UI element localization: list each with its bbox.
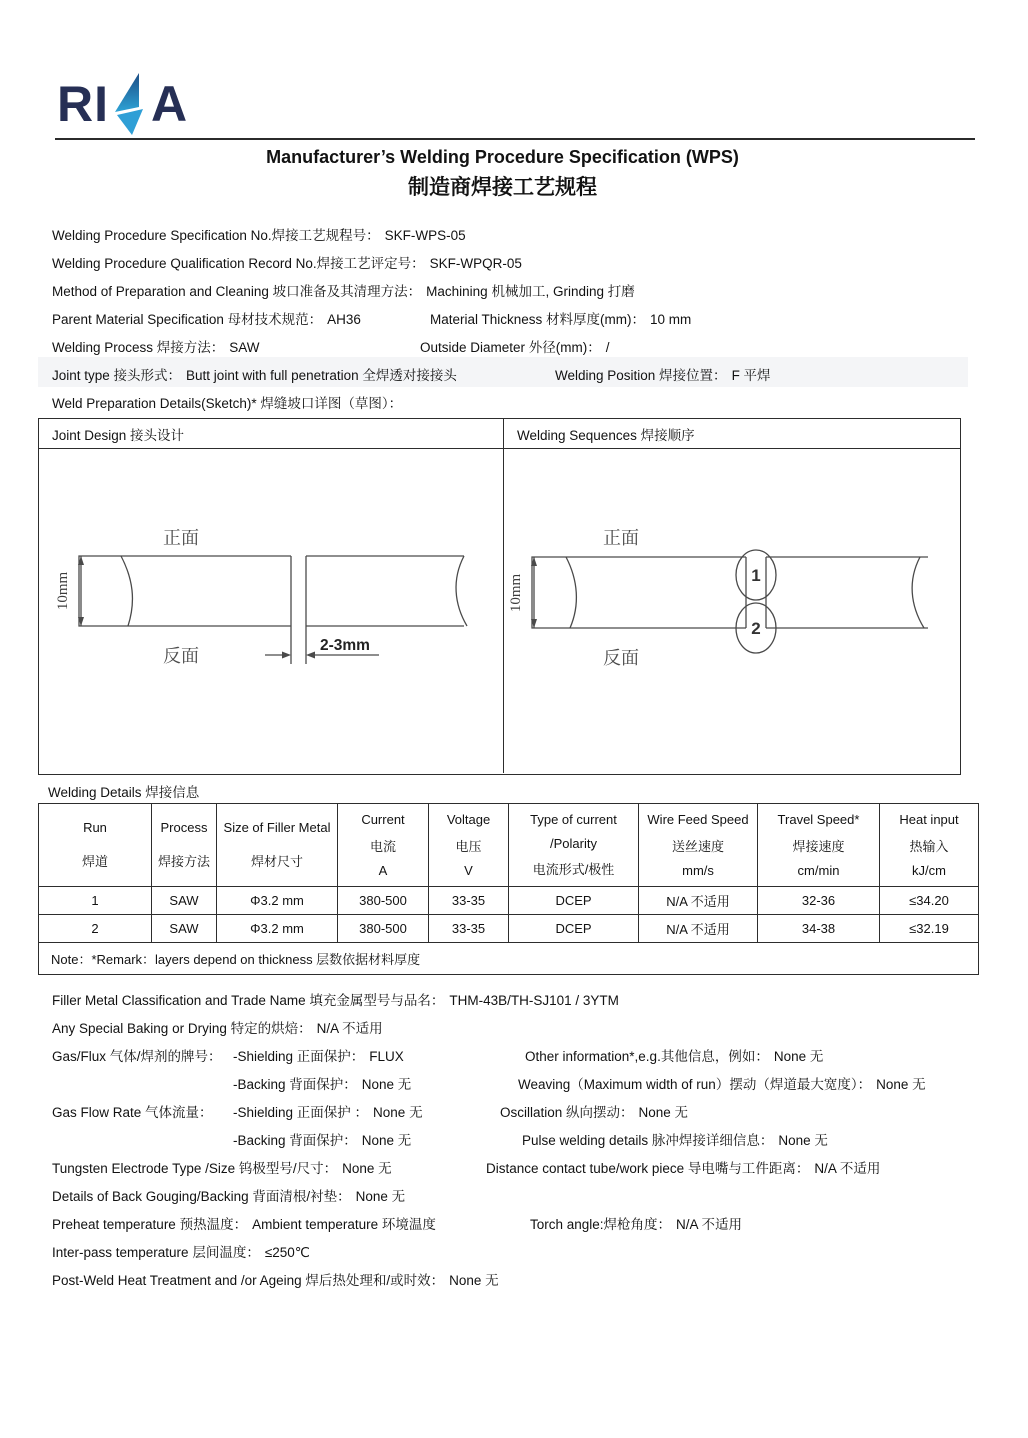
field-label: -Shielding 正面保护 ： [233,1105,369,1120]
field-label: Details of Back Gouging/Backing 背面清根/衬垫： [52,1189,351,1204]
field-value: N/A 不适用 [814,1161,881,1176]
field-value: None 无 [373,1105,423,1120]
field-weaving [518,1073,926,1093]
field-label: Material Thickness 材料厚度(mm)： [430,312,646,327]
rina-logo-text-left: RI [57,76,109,132]
field-value: / [605,340,610,355]
field-label: Tungsten Electrode Type /Size 钨极型号/尺寸： [52,1161,338,1176]
field-label: Weld Preparation Details(Sketch)* 焊缝坡口详图（草图）： [52,396,403,411]
field-oscillation [500,1101,688,1121]
header-cell-run: Run 焊道 [39,804,152,887]
field-torch-angle [530,1213,742,1233]
field-label: -Shielding 正面保护： [233,1049,365,1064]
field-label: Oscillation 纵向摆动： [500,1105,634,1120]
table-cell: Φ3.2 mm [217,887,338,915]
table-cell: SAW [152,887,217,915]
field-label: Weaving（Maximum width of run）摆动（焊道最大宽度）： [518,1077,872,1092]
table-cell: 380-500 [338,887,429,915]
rina-logo [57,72,188,136]
field-value: Butt joint with full penetration 全焊透对接接头 [186,368,457,383]
table-cell: SAW [152,915,217,943]
table-cell: ≤32.19 [880,915,979,943]
field-gas-flux-backing [233,1073,411,1093]
header-cell-heat-input: Heat input 热输入 kJ/cm [880,804,979,887]
field-value: SKF-WPS-05 [384,228,466,243]
field-material-thickness [430,308,691,328]
sketch-table-header [39,419,960,449]
field-label: Post-Weld Heat Treatment and /or Ageing 焊后热处理和/或时效： [52,1273,445,1288]
field-welding-position [555,364,771,384]
header-cell-filler-size: Size of Filler Metal 焊材尺寸 [217,804,338,887]
field-outside-diameter [420,336,610,356]
sketch-table [38,418,961,775]
field-gas-flux-shielding [233,1045,404,1065]
field-value: None 无 [638,1105,689,1120]
header-rule [55,138,975,140]
field-label: Preheat temperature 预热温度： [52,1217,248,1232]
field-back-gouging [52,1185,405,1205]
field-label: Parent Material Specification 母材技术规范： [52,312,323,327]
field-parent-material [52,308,361,328]
field-label: Filler Metal Classification and Trade Name 填充金属型号与品名： [52,993,445,1008]
welding-sequences-panel [504,449,960,773]
weld-seq-1-label: 1 [751,566,761,585]
table-cell: 380-500 [338,915,429,943]
field-label: Pulse welding details 脉冲焊接详细信息： [522,1133,774,1148]
welding-details-table [38,803,979,975]
rina-logo-text-right: A [151,76,189,132]
field-label: Joint type 接头形式： [52,368,182,383]
field-label: Welding Process 焊接方法： [52,340,225,355]
joint-design-sketch [39,449,502,771]
table-cell: N/A 不适用 [639,887,758,915]
header-cell-travel-speed: Travel Speed* 焊接速度 cm/min [758,804,880,887]
field-value: None 无 [355,1189,406,1204]
field-gas-flow-rate [52,1101,213,1121]
field-other-information [525,1045,823,1065]
table-cell: 32-36 [758,887,880,915]
field-label: Other information*,e.g.其他信息，例如： [525,1049,769,1064]
front-side-label: 正面 [163,528,199,548]
field-flow-rate-shielding [233,1101,423,1121]
field-gas-flux [52,1045,222,1065]
sketch-table-body [39,449,960,773]
field-label: Method of Preparation and Cleaning 坡口准备及其清理方法： [52,284,422,299]
back-side-label: 反面 [163,646,199,666]
gap-dim-label: 2-3mm [320,637,370,654]
field-label: Gas/Flux 气体/焊剂的牌号： [52,1049,222,1064]
field-value: SKF-WPQR-05 [429,256,522,271]
field-welding-process [52,336,260,356]
table-cell: 34-38 [758,915,880,943]
field-value: FLUX [369,1049,404,1064]
field-value: None 无 [342,1161,392,1176]
welding-sequences-sketch [504,449,958,771]
table-cell: N/A 不适用 [639,915,758,943]
table-cell: 33-35 [429,887,509,915]
field-value: 10 mm [650,312,692,327]
field-label: Welding Position 焊接位置： [555,368,727,383]
welding-details-title: Welding Details 焊接信息 [48,785,200,800]
field-value: None 无 [778,1133,828,1148]
table-note: Note：*Remark：layers depend on thickness 层数依据材料厚度 [39,943,979,975]
field-value: F 平焊 [731,368,771,383]
field-value: Ambient temperature 环境温度 [252,1217,436,1232]
field-value: N/A 不适用 [676,1217,743,1232]
header-cell-wire-feed-speed: Wire Feed Speed 送丝速度 mm/s [639,804,758,887]
field-label: Gas Flow Rate 气体流量： [52,1105,213,1120]
table-cell: DCEP [509,915,639,943]
field-label: Torch angle:焊枪角度： [530,1217,672,1232]
field-interpass-temperature [52,1241,310,1261]
field-pulse-welding [522,1129,828,1149]
field-label: Welding Procedure Qualification Record No.焊接工艺评定号： [52,256,425,271]
table-row-run-2 [39,915,979,943]
thickness-dim-label: 10mm [508,573,524,613]
table-cell: 33-35 [429,915,509,943]
sketch-header-joint-design: Joint Design 接头设计 [39,419,504,448]
field-wpqr-no [52,252,522,272]
field-pwht [52,1269,499,1289]
field-preheat-temperature [52,1213,436,1233]
field-baking-drying [52,1017,383,1037]
field-method [52,280,635,300]
back-side-label: 反面 [603,648,639,668]
page-subtitle: 制造商焊接工艺规程 [408,176,597,199]
field-value: AH36 [327,312,361,327]
field-value: None 无 [876,1077,926,1092]
field-label: Distance contact tube/work piece 导电嘴与工件距离： [486,1161,810,1176]
field-value: None 无 [773,1049,824,1064]
sketch-header-welding-sequences: Welding Sequences 焊接顺序 [517,427,695,443]
field-value: THM-43B/TH-SJ101 / 3YTM [449,993,619,1008]
field-value: N/A 不适用 [316,1021,383,1036]
front-side-label: 正面 [603,528,639,548]
header-cell-current: Current 电流 A [338,804,429,887]
thickness-dim-label: 10mm [55,571,71,611]
field-value: None 无 [361,1133,412,1148]
header-cell-current-type: Type of current /Polarity 电流形式/极性 [509,804,639,887]
field-value: Machining 机械加工, Grinding 打磨 [426,284,635,299]
field-joint-type [52,364,457,384]
table-cell: 1 [39,887,152,915]
table-cell: Φ3.2 mm [217,915,338,943]
table-cell: ≤34.20 [880,887,979,915]
field-tungsten-electrode [52,1157,392,1177]
table-note-row [39,943,979,975]
field-weld-prep-details [52,392,402,412]
table-header-row [39,804,979,887]
weld-seq-2-label: 2 [751,619,761,638]
rina-logo-mark-icon [112,71,148,137]
table-cell: 2 [39,915,152,943]
field-contact-tube-distance [486,1157,880,1177]
field-label: Any Special Baking or Drying 特定的烘焙： [52,1021,312,1036]
field-wps-no [52,224,466,244]
page-title: Manufacturer’s Welding Procedure Specification (WPS) [266,147,739,167]
field-label: Inter-pass temperature 层间温度： [52,1245,260,1260]
header-cell-process: Process 焊接方法 [152,804,217,887]
field-label: Outside Diameter 外径(mm)： [420,340,601,355]
table-row-run-1 [39,887,979,915]
field-label: -Backing 背面保护： [233,1077,357,1092]
field-value: None 无 [361,1077,412,1092]
table-cell: DCEP [509,887,639,915]
field-value: None 无 [449,1273,499,1288]
field-label: Welding Procedure Specification No.焊接工艺规程号： [52,228,380,243]
header-cell-voltage: Voltage 电压 V [429,804,509,887]
field-label: -Backing 背面保护： [233,1133,357,1148]
field-value: SAW [229,340,260,355]
joint-design-panel [39,449,504,773]
field-filler-metal [52,989,619,1009]
field-flow-rate-backing [233,1129,411,1149]
field-value: ≤250℃ [264,1245,310,1260]
